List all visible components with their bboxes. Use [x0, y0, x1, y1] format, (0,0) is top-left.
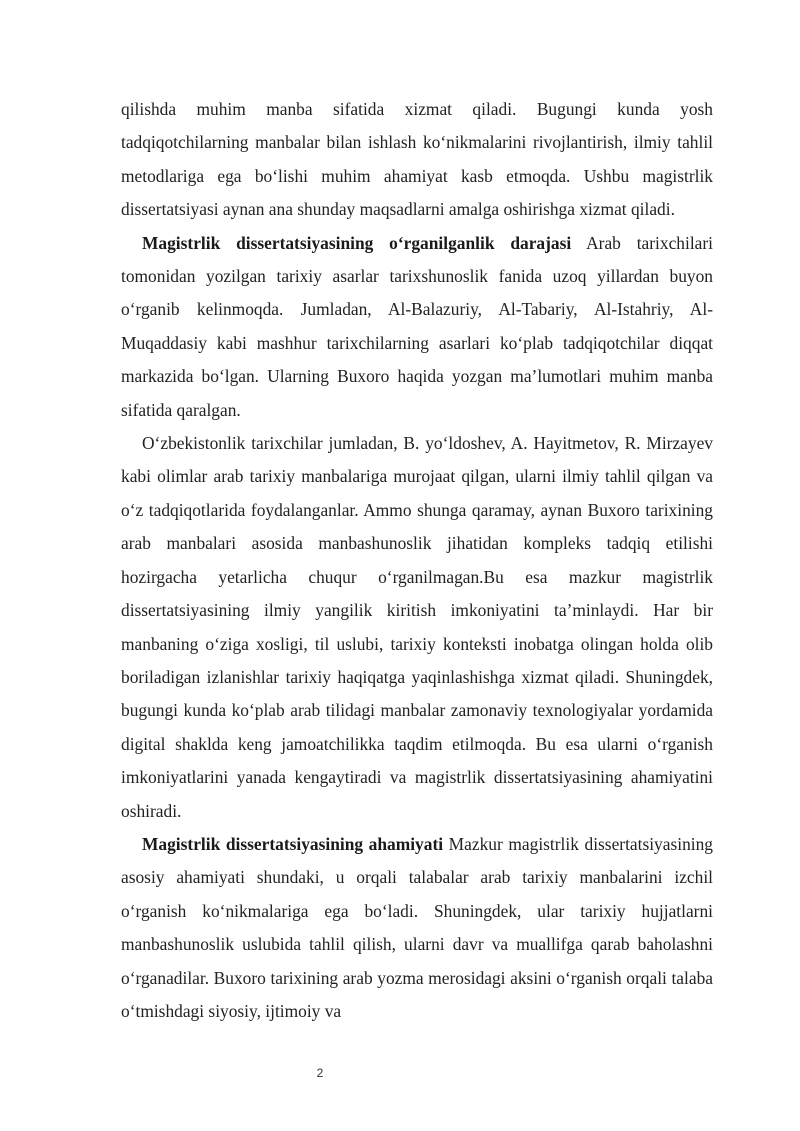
paragraph-3 — [121, 427, 713, 828]
body-text — [121, 93, 713, 1028]
paragraph-3-text: O‘zbekistonlik tarixchilar jumladan, B. yo‘ldoshev, A. Hayitmetov, R. Mirzayev kabi olimlar arab tarixiy manbalariga murojaat qilgan, ularni ilmiy tahlil qilgan va o‘z tadqiqotlarida foydalanganlar. Ammo shunga qaramay, aynan Buxoro tarixining arab manbalari asosida manbashunoslik jihatidan kompleks tadqiq etilishi hozirgacha yetarlicha chuqur o‘rganilmagan.Bu esa mazkur magistrlik dissertatsiyasining ilmiy yangilik kiritish imkoniyatini ta’minlaydi. Har bir manbaning o‘ziga xosligi, til uslubi, tarixiy konteksti inobatga olingan holda olib boriladigan izlanishlar tarixiy haqiqatga yaqinlashishga xizmat qiladi. Shuningdek, bugungi kunda ko‘plab arab tilidagi manbalar zamonaviy texnologiyalar yordamida digital shaklda keng jamoatchilikka taqdim etilmoqda. Bu esa ularni o‘rganish imkoniyatlarini yanada kengaytiradi va magistrlik dissertatsiyasining ahamiyatini oshiradi. — [121, 433, 713, 821]
paragraph-4-heading: Magistrlik dissertatsiyasining ahamiyati — [142, 833, 444, 854]
paragraph-2-text: Arab tarixchilari tomonidan yozilgan tarixiy asarlar tarixshunoslik fanida uzoq yillardan buyon o‘rganib kelinmoqda. Jumladan, Al-Balazuriy, Al-Tabariy, Al-Istahriy, Al-Muqaddasiy kabi mashhur tarixchilarning asarlari ko‘plab tadqiqotchilar diqqat markazida bo‘lgan. Ularning Buxoro haqida yozgan ma’lumotlari muhim manba sifatida qaralgan. — [121, 232, 713, 420]
paragraph-1 — [121, 93, 713, 227]
paragraph-4-text: Mazkur magistrlik dissertatsiyasining asosiy ahamiyati shundaki, u orqali talabalar arab tarixiy manbalarini izchil o‘rganish ko‘nikmalariga ega bo‘ladi. Shuningdek, ular tarixiy hujjatlarni manbashunoslik uslubida tahlil qilish, ularni davr va muallifga qarab baholashni o‘rganadilar. Buxoro tarixining arab yozma merosidagi aksini o‘rganish orqali talaba o‘tmishdagi siyosiy, ijtimoiy va — [121, 833, 713, 1021]
paragraph-1-text: qilishda muhim manba sifatida xizmat qiladi. Bugungi kunda yosh tadqiqotchilarning manbalar bilan ishlash ko‘nikmalarini rivojlantirish, ilmiy tahlil metodlariga ega bo‘lishi muhim ahamiyat kasb etmoqda. Ushbu magistrlik dissertatsiyasi aynan ana shunday maqsadlarni amalga oshirishga xizmat qiladi. — [121, 99, 713, 220]
paragraph-2-heading: Magistrlik dissertatsiyasining o‘rganilganlik darajasi — [142, 232, 572, 253]
paragraph-4 — [121, 828, 713, 1028]
paragraph-2 — [121, 227, 713, 427]
page-number: 2 — [316, 1066, 324, 1080]
